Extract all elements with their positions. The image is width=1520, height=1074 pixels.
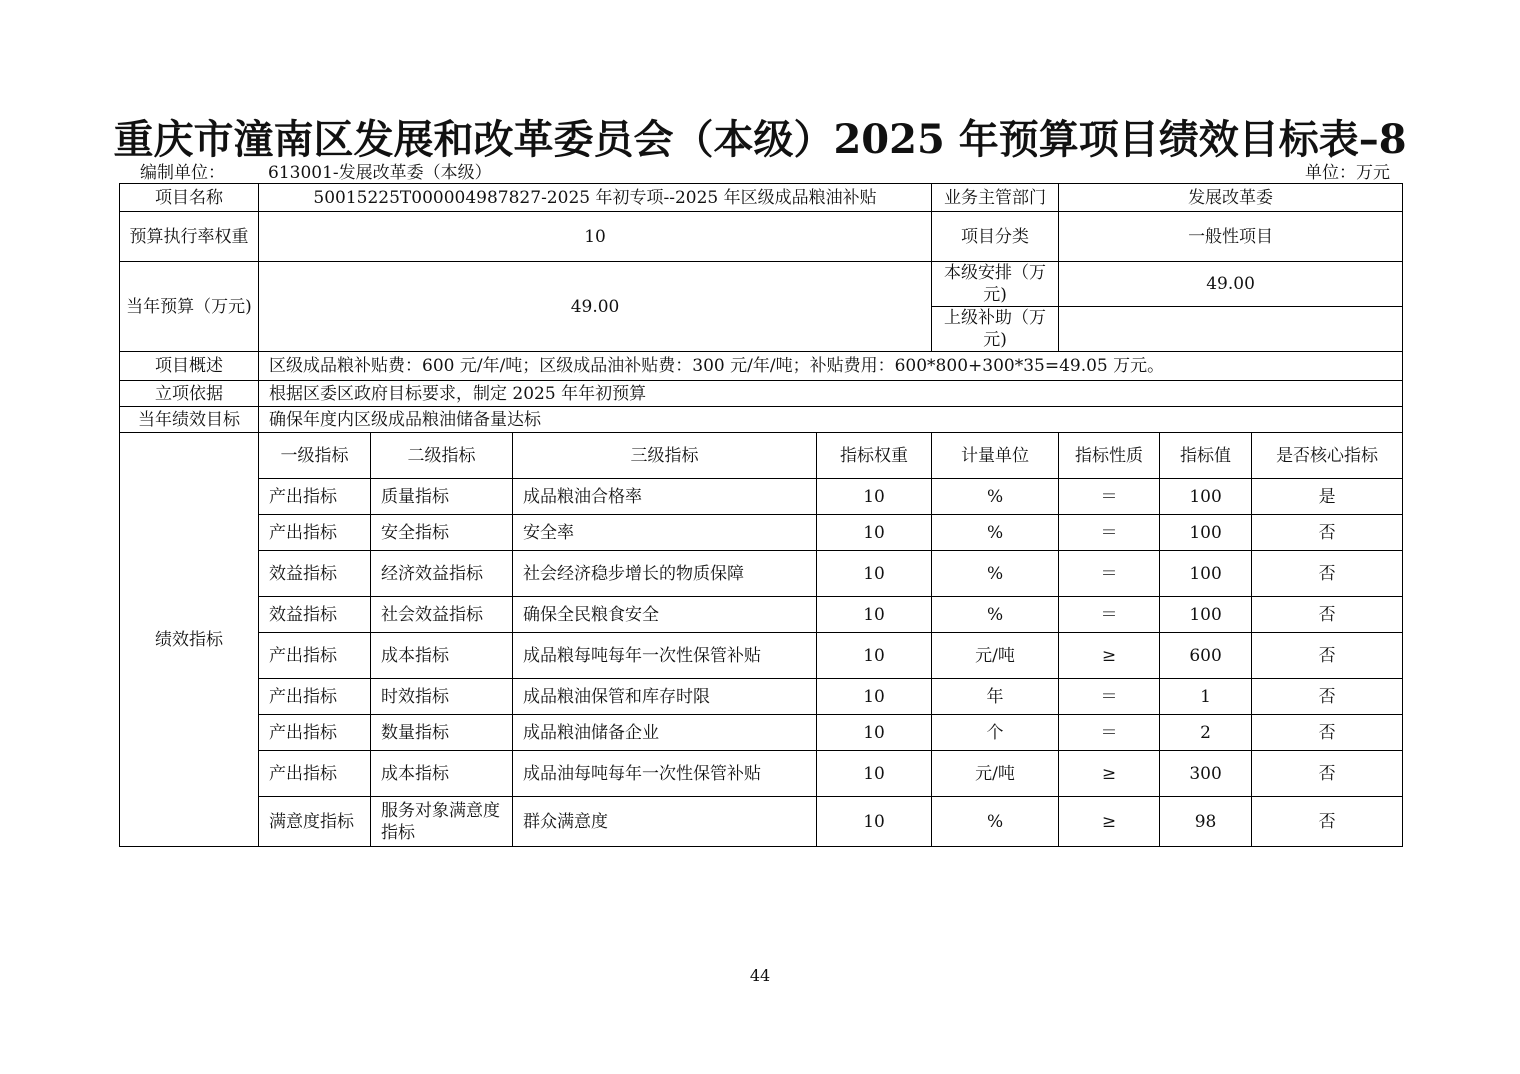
overview-label: 项目概述 [120, 352, 259, 381]
annual-goal-label: 当年绩效目标 [120, 407, 259, 433]
cell-level1: 产出指标 [259, 479, 371, 515]
cell-weight: 10 [817, 797, 932, 847]
cell-level3: 社会经济稳步增长的物质保障 [513, 551, 817, 597]
table-row [120, 515, 1403, 551]
own-arrangement-label: 本级安排（万元) [932, 262, 1059, 307]
category-value: 一般性项目 [1059, 212, 1403, 262]
cell-unit: 元/吨 [932, 633, 1059, 679]
cell-level2: 时效指标 [371, 679, 513, 715]
table-row [120, 679, 1403, 715]
cell-core: 否 [1252, 751, 1403, 797]
category-label: 项目分类 [932, 212, 1059, 262]
cell-level1: 产出指标 [259, 751, 371, 797]
cell-nature: ＝ [1059, 515, 1160, 551]
header-value: 指标值 [1160, 433, 1252, 479]
cell-level1: 满意度指标 [259, 797, 371, 847]
cell-weight: 10 [817, 479, 932, 515]
table-row [120, 479, 1403, 515]
cell-weight: 10 [817, 633, 932, 679]
basis-label: 立项依据 [120, 381, 259, 407]
annual-goal-value: 确保年度内区级成品粮油储备量达标 [259, 407, 1403, 433]
annual-budget-label: 当年预算（万元) [120, 262, 259, 352]
cell-core: 否 [1252, 515, 1403, 551]
cell-core: 否 [1252, 597, 1403, 633]
cell-weight: 10 [817, 751, 932, 797]
cell-value: 100 [1160, 515, 1252, 551]
cell-core: 否 [1252, 715, 1403, 751]
cell-nature: ＝ [1059, 679, 1160, 715]
cell-level2: 质量指标 [371, 479, 513, 515]
cell-nature: ＝ [1059, 597, 1160, 633]
cell-core: 是 [1252, 479, 1403, 515]
cell-level3: 成品粮油保管和库存时限 [513, 679, 817, 715]
header-level1: 一级指标 [259, 433, 371, 479]
cell-level3: 成品粮油储备企业 [513, 715, 817, 751]
department-label: 业务主管部门 [932, 184, 1059, 212]
execution-rate-label: 预算执行率权重 [120, 212, 259, 262]
cell-weight: 10 [817, 551, 932, 597]
project-name-label: 项目名称 [120, 184, 259, 212]
cell-level1: 产出指标 [259, 715, 371, 751]
department-value: 发展改革委 [1059, 184, 1403, 212]
cell-value: 100 [1160, 551, 1252, 597]
own-arrangement-value: 49.00 [1059, 262, 1403, 307]
cell-unit: % [932, 551, 1059, 597]
cell-level2: 经济效益指标 [371, 551, 513, 597]
cell-unit: 个 [932, 715, 1059, 751]
annual-budget-value: 49.00 [259, 262, 932, 352]
page-title: 重庆市潼南区发展和改革委员会（本级）2025 年预算项目绩效目标表–8 [113, 116, 1407, 163]
project-name-value: 50015225T000004987827-2025 年初专项--2025 年区级成品粮油补贴 [259, 184, 932, 212]
cell-weight: 10 [817, 715, 932, 751]
cell-level2: 社会效益指标 [371, 597, 513, 633]
cell-value: 1 [1160, 679, 1252, 715]
header-weight: 指标权重 [817, 433, 932, 479]
cell-level2: 成本指标 [371, 633, 513, 679]
table-row [120, 633, 1403, 679]
table-row [120, 751, 1403, 797]
cell-nature: ＝ [1059, 551, 1160, 597]
cell-nature: ＝ [1059, 715, 1160, 751]
cell-core: 否 [1252, 679, 1403, 715]
cell-level2: 安全指标 [371, 515, 513, 551]
cell-level3: 成品粮每吨每年一次性保管补贴 [513, 633, 817, 679]
cell-unit: % [932, 515, 1059, 551]
cell-level2: 数量指标 [371, 715, 513, 751]
upper-subsidy-label: 上级补助（万元) [932, 307, 1059, 352]
header-unit: 计量单位 [932, 433, 1059, 479]
cell-weight: 10 [817, 679, 932, 715]
cell-level3: 安全率 [513, 515, 817, 551]
compiling-unit-label: 编制单位： [140, 163, 225, 183]
cell-nature: ≥ [1059, 633, 1160, 679]
cell-value: 100 [1160, 479, 1252, 515]
performance-table [119, 183, 1403, 847]
cell-unit: % [932, 479, 1059, 515]
header-level3: 三级指标 [513, 433, 817, 479]
compiling-unit-value: 613001-发展改革委（本级） [268, 163, 492, 183]
cell-nature: ≥ [1059, 797, 1160, 847]
header-nature: 指标性质 [1059, 433, 1160, 479]
cell-level1: 产出指标 [259, 633, 371, 679]
header-level2: 二级指标 [371, 433, 513, 479]
cell-core: 否 [1252, 797, 1403, 847]
cell-weight: 10 [817, 515, 932, 551]
cell-unit: % [932, 597, 1059, 633]
cell-nature: ≥ [1059, 751, 1160, 797]
cell-level1: 效益指标 [259, 551, 371, 597]
page-number: 44 [749, 966, 771, 985]
cell-level3: 成品油每吨每年一次性保管补贴 [513, 751, 817, 797]
table-row [120, 797, 1403, 847]
cell-value: 2 [1160, 715, 1252, 751]
cell-level2: 成本指标 [371, 751, 513, 797]
cell-weight: 10 [817, 597, 932, 633]
cell-value: 98 [1160, 797, 1252, 847]
cell-value: 100 [1160, 597, 1252, 633]
cell-level1: 效益指标 [259, 597, 371, 633]
table-row [120, 597, 1403, 633]
cell-level2: 服务对象满意度指标 [371, 797, 513, 847]
basis-value: 根据区委区政府目标要求，制定 2025 年年初预算 [259, 381, 1403, 407]
cell-core: 否 [1252, 551, 1403, 597]
cell-level3: 群众满意度 [513, 797, 817, 847]
cell-nature: ＝ [1059, 479, 1160, 515]
overview-value: 区级成品粮补贴费：600 元/年/吨；区级成品油补贴费：300 元/年/吨；补贴费用：600*800+300*35=49.05 万元。 [259, 352, 1403, 381]
cell-value: 300 [1160, 751, 1252, 797]
cell-core: 否 [1252, 633, 1403, 679]
header-core: 是否核心指标 [1252, 433, 1403, 479]
indicators-label: 绩效指标 [120, 433, 259, 847]
table-row [120, 551, 1403, 597]
cell-unit: 元/吨 [932, 751, 1059, 797]
cell-level1: 产出指标 [259, 679, 371, 715]
cell-value: 600 [1160, 633, 1252, 679]
currency-unit: 单位：万元 [1305, 163, 1390, 183]
cell-level3: 成品粮油合格率 [513, 479, 817, 515]
cell-unit: % [932, 797, 1059, 847]
cell-level3: 确保全民粮食安全 [513, 597, 817, 633]
table-row [120, 715, 1403, 751]
cell-level1: 产出指标 [259, 515, 371, 551]
cell-unit: 年 [932, 679, 1059, 715]
upper-subsidy-value [1059, 307, 1403, 352]
execution-rate-value: 10 [259, 212, 932, 262]
